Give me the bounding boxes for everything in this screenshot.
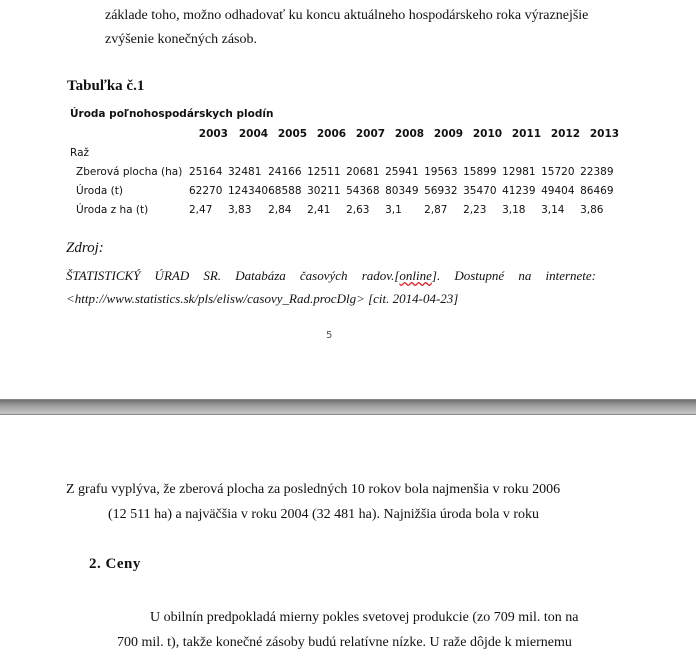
table-cell: 2,84 bbox=[268, 203, 292, 216]
table-cell: 124340 bbox=[228, 184, 269, 197]
year-header: 2004 bbox=[238, 127, 269, 140]
table-cell: 12981 bbox=[502, 165, 536, 178]
table-cell: 2,63 bbox=[346, 203, 370, 216]
source-citation-line-2: <http://www.statistics.sk/pls/elisw/casovy_Rad.procDlg> [cit. 2014-04-23] bbox=[66, 291, 459, 306]
year-header: 2013 bbox=[589, 127, 620, 140]
table-cell: 54368 bbox=[346, 184, 380, 197]
table-header-empty bbox=[66, 124, 189, 143]
year-header: 2010 bbox=[472, 127, 503, 140]
year-header: 2005 bbox=[277, 127, 308, 140]
source-citation bbox=[66, 264, 596, 310]
table-cell: 41239 bbox=[502, 184, 536, 197]
table-cell: 25164 bbox=[189, 165, 223, 178]
table-cell: 35470 bbox=[463, 184, 497, 197]
table-cell: 32481 bbox=[228, 165, 262, 178]
table-cell: 56932 bbox=[424, 184, 458, 197]
table-cell: 2,47 bbox=[189, 203, 213, 216]
group-label: Raž bbox=[70, 146, 90, 159]
table-cell: 3,83 bbox=[228, 203, 252, 216]
year-header: 2006 bbox=[316, 127, 347, 140]
online-link-text: online bbox=[399, 268, 432, 283]
table-cell: 2,87 bbox=[424, 203, 448, 216]
table-cell: 86469 bbox=[580, 184, 614, 197]
crop-yield-table bbox=[66, 124, 619, 219]
table-caption: Úroda poľnohospodárskych plodín bbox=[70, 108, 274, 120]
table-header-row bbox=[66, 124, 619, 143]
table-row bbox=[66, 162, 619, 181]
table-cell: 2,41 bbox=[307, 203, 331, 216]
table-cell: 49404 bbox=[541, 184, 575, 197]
table-cell: 3,18 bbox=[502, 203, 526, 216]
table-cell: 20681 bbox=[346, 165, 380, 178]
year-header: 2003 bbox=[198, 127, 228, 140]
year-header: 2008 bbox=[394, 127, 425, 140]
paragraph-1-line-1: Z grafu vyplýva, že zberová plocha za posledných 10 rokov bola najmenšia v roku 2006 bbox=[66, 482, 561, 497]
source-text-part: ŠTATISTICKÝ ÚRAD SR. Databáza časových radov.[ bbox=[66, 268, 400, 283]
table-cell: 15720 bbox=[541, 165, 575, 178]
table-cell: 22389 bbox=[580, 165, 614, 178]
row-label: Zberová plocha (ha) bbox=[76, 165, 183, 178]
source-label: Zdroj: bbox=[66, 240, 104, 256]
table-group-row bbox=[66, 143, 619, 162]
year-header: 2011 bbox=[511, 127, 542, 140]
table-cell: 15899 bbox=[463, 165, 497, 178]
source-text-part: ]. Dostupné na internete: bbox=[431, 268, 597, 283]
table-cell: 3,14 bbox=[541, 203, 565, 216]
table-cell: 3,86 bbox=[580, 203, 604, 216]
year-header: 2007 bbox=[355, 127, 386, 140]
table-cell: 62270 bbox=[189, 184, 223, 197]
table-cell: 12511 bbox=[307, 165, 341, 178]
intro-text-line-1: základe toho, možno odhadovať ku koncu aktuálneho hospodárskeho roka výraznejšie bbox=[105, 8, 589, 23]
year-header: 2009 bbox=[433, 127, 464, 140]
page-number: 5 bbox=[326, 330, 333, 341]
year-header: 2012 bbox=[550, 127, 581, 140]
row-label: Úroda z ha (t) bbox=[76, 203, 149, 216]
section-heading: 2. Ceny bbox=[89, 556, 141, 572]
table-cell: 25941 bbox=[385, 165, 419, 178]
paragraph-2-line-1: U obilnín predpokladá mierny pokles svetovej produkcie (zo 709 mil. ton na bbox=[150, 610, 579, 625]
intro-text-line-2: zvýšenie konečných zásob. bbox=[105, 32, 257, 47]
table-cell: 3,1 bbox=[385, 203, 402, 216]
table-cell: 19563 bbox=[424, 165, 458, 178]
row-label: Úroda (t) bbox=[76, 184, 123, 197]
table-cell: 68588 bbox=[268, 184, 302, 197]
table-cell: 30211 bbox=[307, 184, 341, 197]
table-row bbox=[66, 200, 619, 219]
table-row bbox=[66, 181, 619, 200]
table-cell: 80349 bbox=[385, 184, 419, 197]
source-citation-line-1 bbox=[66, 264, 596, 287]
paragraph-2-line-2: 700 mil. t), takže konečné zásoby budú relatívne nízke. U raže dôjde k miernemu bbox=[117, 635, 572, 650]
table-cell: 2,23 bbox=[463, 203, 487, 216]
table-cell: 24166 bbox=[268, 165, 302, 178]
paragraph-1-line-2: (12 511 ha) a najväčšia v roku 2004 (32 481 ha). Najnižšia úroda bola v roku bbox=[108, 507, 540, 522]
page-gap bbox=[0, 400, 696, 414]
table-heading: Tabuľka č.1 bbox=[67, 78, 145, 94]
